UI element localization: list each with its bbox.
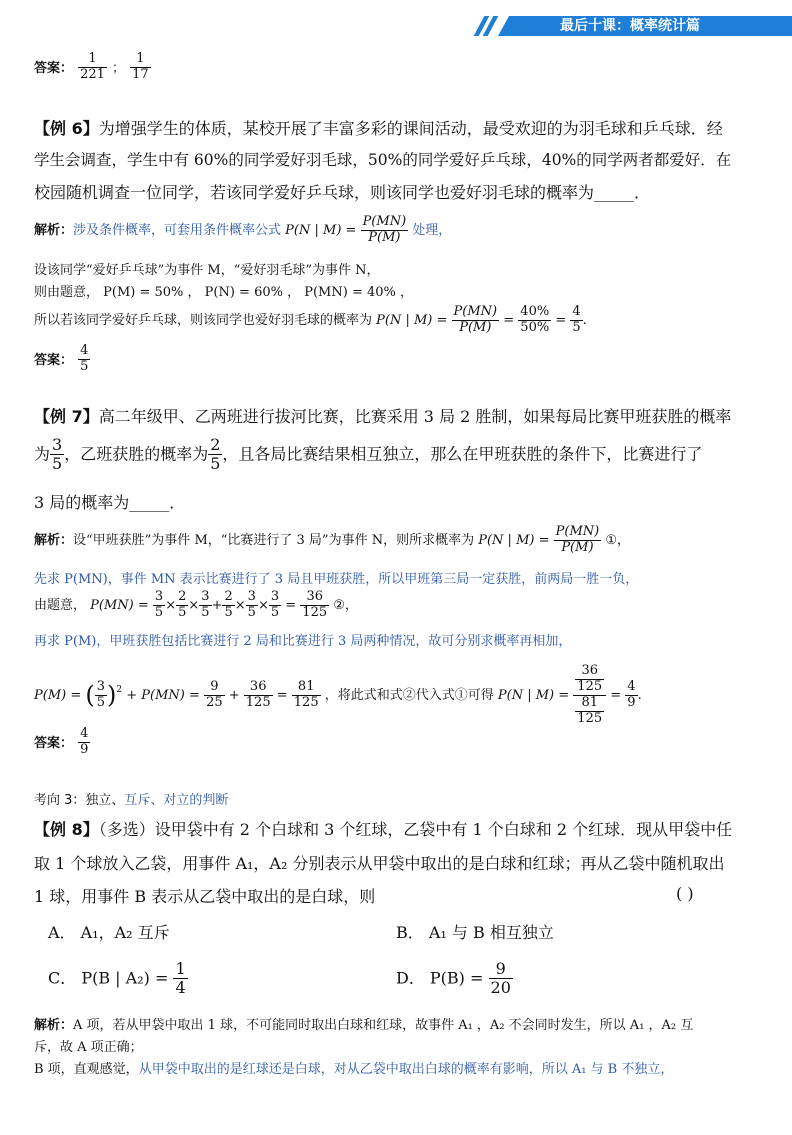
example-7-line-2: 为 $\frac{3}{5}$ ，乙班获胜的概率为 $\frac{2}{5}$ ，且各局比赛结果相互独立，那么在甲班获胜的条件下，比赛进行了 — [34, 435, 703, 474]
example-6-solution-3: 则由题意， P(M) = 50% ， P(N) = 60% ， P(MN) = 40% ， — [34, 285, 413, 300]
example-8-line-1: 【例 8】（多选）设甲袋中有 2 个白球和 3 个红球，乙袋中有 1 个白球和 2 个红球．现从甲袋中任 — [34, 820, 733, 839]
example-7-solution-3: 由题意， P(MN) = $\frac{3}{5}$ × $\frac{2}{5}$ × $\frac{3}{5}$ + $\frac{2}{5}$ × $\frac{3}{5}$ × $\frac{3}{5}$ = $\frac{36}{125}$ ②， — [34, 589, 358, 620]
example-6-answer: 答案： $\frac{4}{5}$ — [34, 343, 89, 374]
example-8-line-3: 1 球，用事件 B 表示从乙袋中取出的是白球，则 — [34, 887, 376, 906]
example-7-solution-2: 先求 P(MN)，事件 MN 表示比赛进行了 3 局且甲班获胜，所以甲班第三局一定获胜，前两局一胜一负， — [34, 572, 639, 587]
example-8-solution-1: 解析：A 项，若从甲袋中取出 1 球，不可能同时取出白球和红球，故事件 A₁ ，A₂ 不会同时发生，所以 A₁ ，A₂ 互 — [34, 1018, 694, 1033]
example-6-line-1: 【例 6】为增强学生的体质，某校开展了丰富多彩的课间活动，最受欢迎的为羽毛球和乒乓球．经 — [34, 119, 723, 138]
example-6-line-3: 校园随机调查一位同学，若该同学爱好乒乓球，则该同学也爱好羽毛球的概率为_____． — [34, 183, 651, 202]
solution-label: 解析： — [34, 222, 74, 238]
example-6-solution-2: 设该同学“爱好乒乓球”为事件 M，“爱好羽毛球”为事件 N， — [34, 263, 380, 278]
example-6-tag: 【例 6】 — [34, 119, 99, 138]
example-7-solution-5: P(M) = ( $\frac{3}{5}$ )$^2$ + P(MN) = $\frac{9}{25}$ + $\frac{36}{125}$ = $\frac{81}{125}$ ，将此式和式②代入式①可得 P(N | M) = $\frac{\frac{36}{125}}{\frac{81}{125}}$ = $\frac{4}{9}$ . — [34, 663, 642, 726]
example-6-solution-4: 所以若该同学爱好乒乓球，则该同学也爱好羽毛球的概率为 P(N | M) = $\frac{P(MN)}{P(M)}$ = $\frac{40\%}{50\%}$ = $\frac{4}{5}$ . — [34, 304, 587, 335]
example-8-tag: 【例 8】 — [34, 820, 99, 839]
answer-fraction-1: $\frac{1}{221}$ — [80, 51, 105, 82]
example-7-solution-1: 解析：设“甲班获胜”为事件 M，“比赛进行了 3 局”为事件 N，则所求概率为 P(N | M) = $\frac{P(MN)}{P(M)}$ ①， — [34, 524, 630, 555]
example-8-solution-2: 斥，故 A 项正确； — [34, 1040, 143, 1055]
answer-fraction-2: $\frac{1}{17}$ — [132, 51, 149, 82]
header-title: 最后十课：概率统计篇 — [560, 18, 700, 34]
option-d: D． P(B) = $\frac{9}{20}$ — [396, 959, 511, 998]
answer-parentheses: ( ) — [676, 884, 694, 903]
topic-3-heading: 考向 3：独立、互斥、对立的判断 — [34, 793, 229, 808]
compound-fraction: $\frac{\frac{36}{125}}{\frac{81}{125}}$ — [573, 664, 606, 727]
example-7-line-1: 【例 7】高二年级甲、乙两班进行拔河比赛，比赛采用 3 局 2 胜制，如果每局比赛甲班获胜的概率 — [34, 407, 732, 426]
example-7-answer: 答案： $\frac{4}{9}$ — [34, 726, 89, 757]
option-c: C． P(B | A₂) = $\frac{1}{4}$ — [48, 959, 186, 998]
answer-5: 答案： $\frac{1}{221}$ ； $\frac{1}{17}$ — [34, 51, 149, 82]
example-6-line-2: 学生会调查，学生中有 60%的同学爱好羽毛球，50%的同学爱好乒乓球，40%的同学两者都爱好．在 — [34, 151, 732, 169]
option-a: A． A₁，A₂ 互斥 — [48, 923, 170, 942]
answer-label: 答案： — [34, 60, 74, 76]
example-7-tag: 【例 7】 — [34, 407, 99, 426]
example-8-line-2: 取 1 个球放入乙袋，用事件 A₁，A₂ 分别表示从甲袋中取出的是白球和红球；再从乙袋中随机取出 — [34, 854, 725, 873]
example-7-line-3: 3 局的概率为_____． — [34, 493, 186, 512]
example-6-solution-1: 解析：涉及条件概率，可套用条件概率公式 P(N | M) = $\frac{P(MN)}{P(M)}$ 处理， — [34, 214, 452, 245]
example-8-solution-3: B 项，直观感觉，从甲袋中取出的是红球还是白球，对从乙袋中取出白球的概率有影响，所以 A₁ 与 B 不独立， — [34, 1062, 674, 1077]
example-7-solution-4: 再求 P(M)，甲班获胜包括比赛进行 2 局和比赛进行 3 局两种情况，故可分别求概率再相加， — [34, 634, 572, 649]
option-b: B． A₁ 与 B 相互独立 — [396, 923, 554, 942]
conditional-formula-fraction: $\frac{P(MN)}{P(M)}$ — [362, 214, 407, 245]
